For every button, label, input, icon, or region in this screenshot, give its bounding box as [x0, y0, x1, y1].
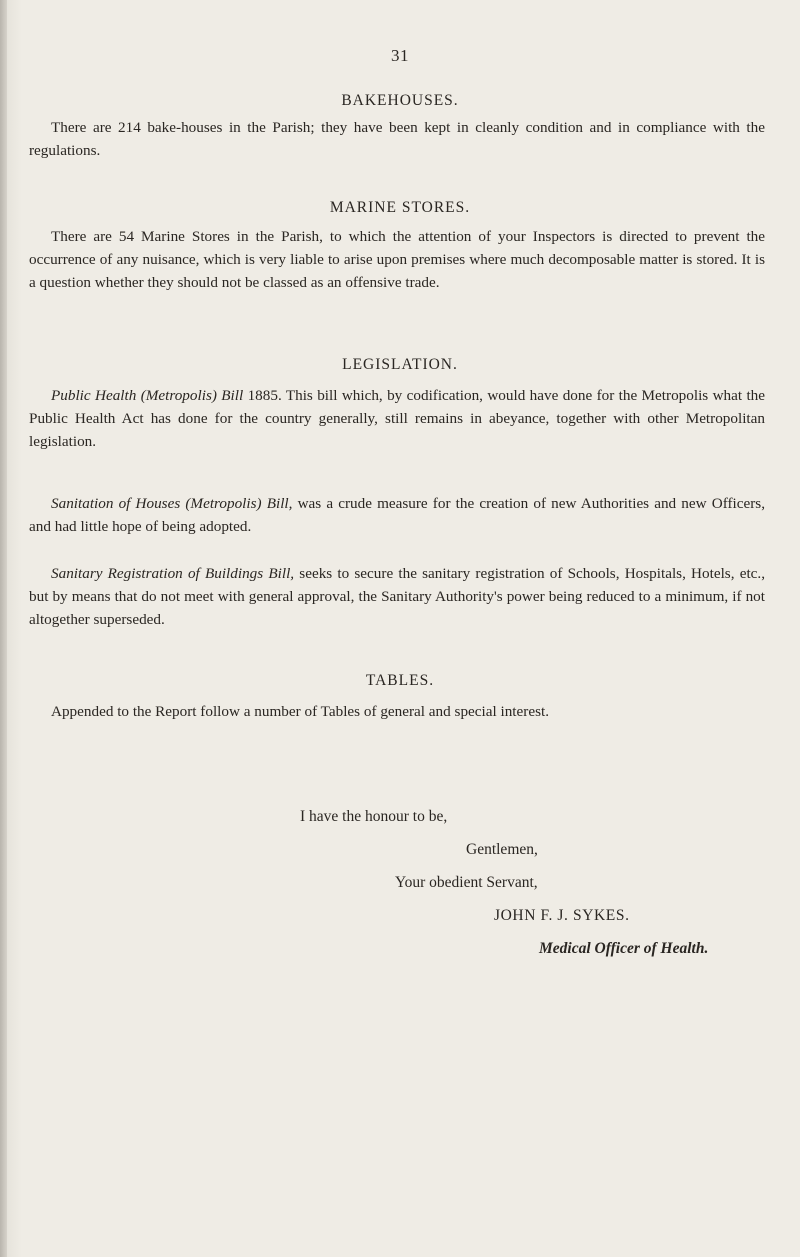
- bill-text: was a crude measure for the creation of new Authorities and new Officers, and had little hope of being adopted.: [29, 495, 765, 535]
- bill-title: Sanitary Registration of Buildings Bill,: [51, 565, 295, 582]
- paragraph-registration-bill: [29, 562, 765, 631]
- closing-line-honour: I have the honour to be,: [300, 808, 448, 825]
- closing-line-servant: Your obedient Servant,: [395, 874, 538, 891]
- heading-bakehouses: BAKEHOUSES.: [341, 92, 459, 109]
- paragraph-tables: Appended to the Report follow a number of Tables of general and special interest.: [51, 703, 549, 720]
- heading-legislation: LEGISLATION.: [342, 356, 458, 373]
- paragraph-sanitation-bill: [29, 492, 765, 538]
- bill-text: seeks to secure the sanitary registration of Schools, Hospitals, Hotels, etc., but by means that do not meet with general approval, the Sanitary Authority's power being reduced to a minimum, if not altogether superseded.: [29, 565, 765, 628]
- closing-line-gentlemen: Gentlemen,: [466, 841, 538, 858]
- signatory-name: JOHN F. J. SYKES.: [494, 907, 630, 924]
- bill-text: 1885. This bill which, by codification, would have done for the Metropolis what the Public Health Act has done for the country generally, still remains in abeyance, together with other Metropolitan legislation.: [29, 387, 766, 450]
- bill-title: Sanitation of Houses (Metropolis) Bill,: [51, 495, 293, 512]
- bill-title: Public Health (Metropolis) Bill: [51, 387, 244, 404]
- paragraph-marine-stores: There are 54 Marine Stores in the Parish, to which the attention of your Inspectors is directed to prevent the occurrence of any nuisance, which is very liable to arise upon premises where much decomposable matter is stored. It is a question whether they should not be classed as an offensive trade.: [29, 228, 765, 291]
- paragraph-bakehouses: There are 214 bake-houses in the Parish; they have been kept in cleanly condition and in compliance with the regulations.: [29, 119, 765, 159]
- heading-marine-stores: MARINE STORES.: [329, 199, 471, 216]
- page-number: 31: [391, 46, 409, 65]
- page-binding-edge: [0, 0, 7, 1257]
- heading-tables: TABLES.: [365, 672, 435, 689]
- paragraph-public-health-bill: [29, 384, 765, 453]
- signatory-title: Medical Officer of Health.: [539, 940, 709, 957]
